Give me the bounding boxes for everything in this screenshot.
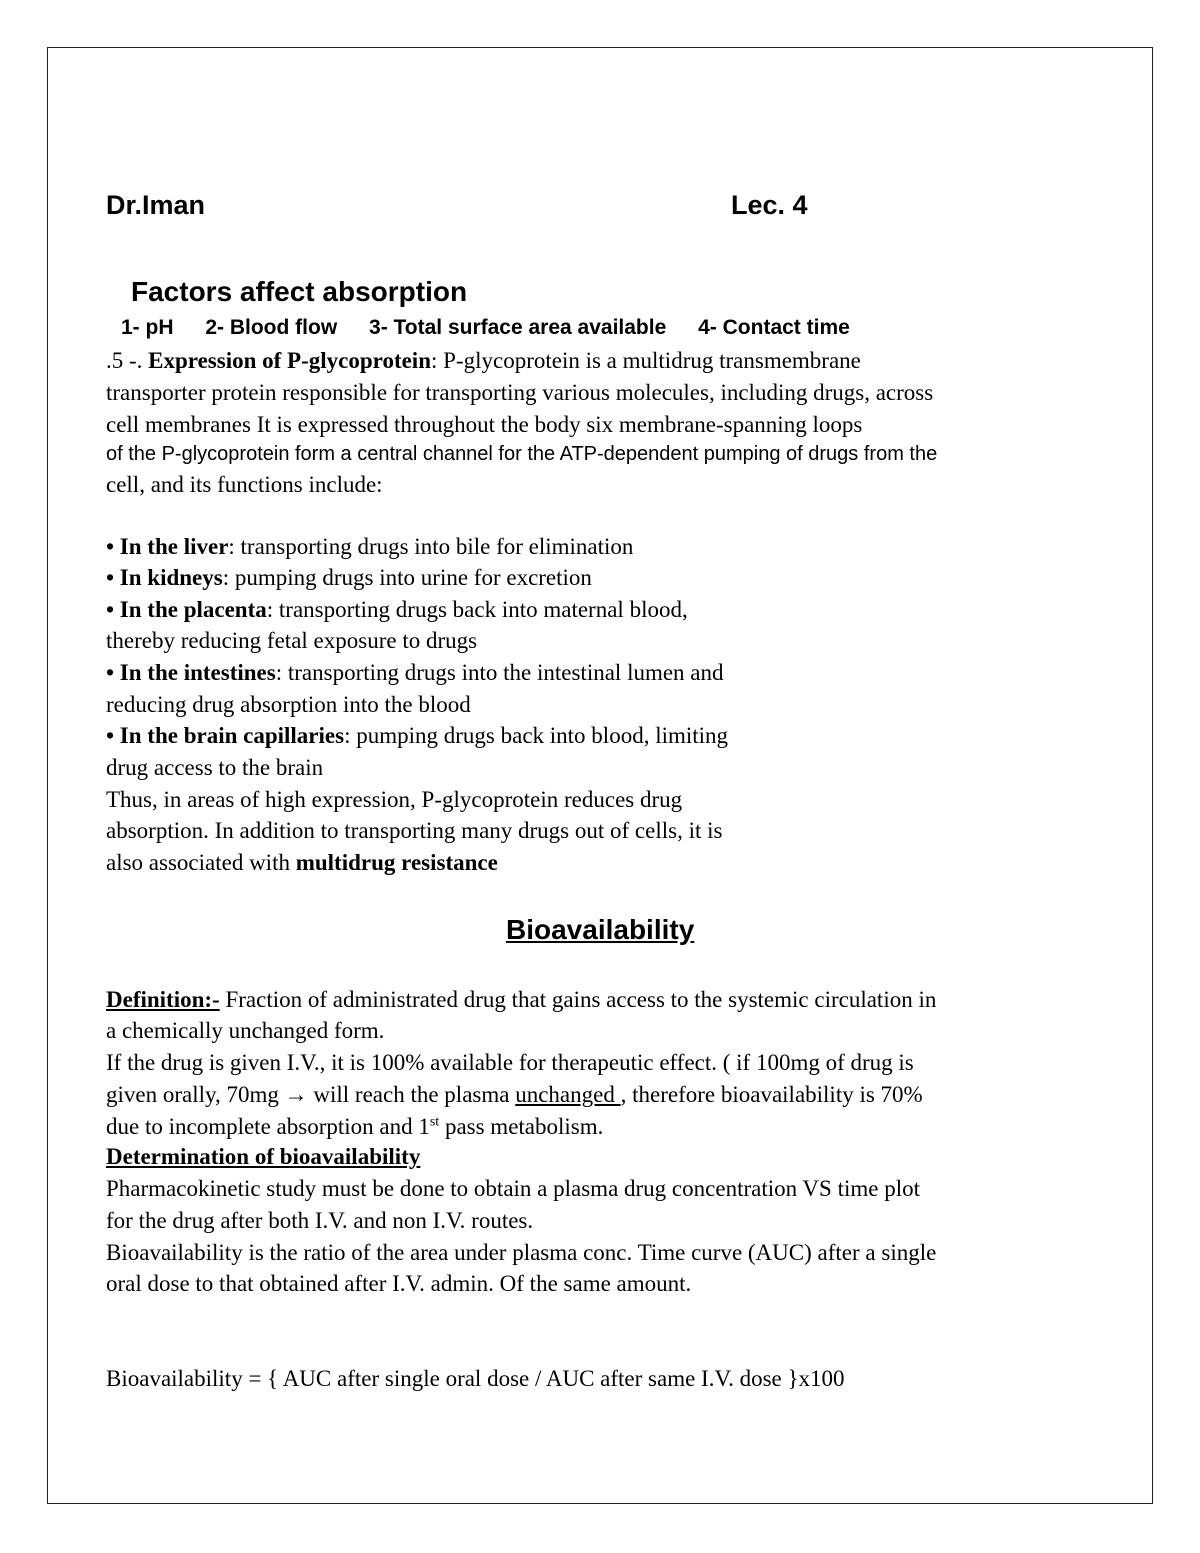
list-item: • In the brain capillaries: pumping drugs back into blood, limiting bbox=[106, 723, 729, 748]
list-item: • In the liver: transporting drugs into bile for elimination bbox=[106, 534, 634, 559]
iv-line: given orally, 70mg → will reach the plasma unchanged , therefore bioavailability is 70% bbox=[106, 1082, 923, 1107]
determination-title: Determination of bioavailability bbox=[106, 1144, 421, 1169]
factor-item: 3- Total surface area available bbox=[369, 316, 667, 339]
determination-line: Bioavailability is the ratio of the area under plasma conc. Time curve (AUC) after a single bbox=[106, 1240, 937, 1265]
list-item-continued: drug access to the brain bbox=[106, 755, 324, 780]
bioavailability-title: Bioavailability bbox=[506, 914, 695, 945]
factor-item: 1- pH bbox=[121, 316, 174, 339]
list-item-continued: reducing drug absorption into the blood bbox=[106, 692, 471, 717]
pgp-line: cell membranes It is expressed throughout the body six membrane-spanning loops bbox=[106, 412, 863, 437]
determination-line: for the drug after both I.V. and non I.V. routes. bbox=[106, 1208, 534, 1233]
definition-line: a chemically unchanged form. bbox=[106, 1018, 385, 1043]
definition-label: Definition:- bbox=[106, 987, 220, 1012]
determination-line: Pharmacokinetic study must be done to obtain a plasma drug concentration VS time plot bbox=[106, 1176, 920, 1201]
lecture-number: Lec. 4 bbox=[731, 190, 808, 220]
multidrug-resistance: multidrug resistance bbox=[295, 850, 498, 875]
list-item: • In the placenta: transporting drugs back into maternal blood, bbox=[106, 597, 688, 622]
list-item-continued: thereby reducing fetal exposure to drugs bbox=[106, 628, 478, 653]
iv-line: If the drug is given I.V., it is 100% available for therapeutic effect. ( if 100mg of drug is bbox=[106, 1050, 914, 1075]
summary-line: also associated with multidrug resistance bbox=[106, 850, 498, 875]
factors-list bbox=[121, 316, 850, 340]
list-item: • In the intestines: transporting drugs into the intestinal lumen and bbox=[106, 660, 724, 685]
summary-line: absorption. In addition to transporting many drugs out of cells, it is bbox=[106, 818, 723, 843]
pgp-line: cell, and its functions include: bbox=[106, 472, 383, 497]
pgp-line: of the P-glycoprotein form a central channel for the ATP-dependent pumping of drugs from the bbox=[106, 443, 938, 465]
pgp-line: transporter protein responsible for transporting various molecules, including drugs, across bbox=[106, 380, 934, 405]
author-name: Dr.Iman bbox=[106, 190, 206, 220]
factors-title: Factors affect absorption bbox=[131, 276, 468, 307]
factor-item: 4- Contact time bbox=[698, 316, 850, 339]
list-item: • In kidneys: pumping drugs into urine for excretion bbox=[106, 565, 592, 590]
bioavailability-formula: Bioavailability = { AUC after single oral dose / AUC after same I.V. dose }x100 bbox=[106, 1366, 845, 1391]
pgp-line: .5 -. Expression of P-glycoprotein: P-glycoprotein is a multidrug transmembrane bbox=[106, 348, 861, 373]
summary-line: Thus, in areas of high expression, P-glycoprotein reduces drug bbox=[106, 787, 683, 812]
iv-line: due to incomplete absorption and 1st pass metabolism. bbox=[106, 1114, 604, 1139]
pgp-heading: Expression of P-glycoprotein bbox=[148, 348, 431, 373]
factor-item: 2- Blood flow bbox=[205, 316, 338, 339]
unchanged-word: unchanged bbox=[515, 1082, 621, 1107]
definition-line: Definition:- Fraction of administrated drug that gains access to the systemic circulation in bbox=[106, 987, 937, 1012]
determination-line: oral dose to that obtained after I.V. admin. Of the same amount. bbox=[106, 1271, 692, 1296]
